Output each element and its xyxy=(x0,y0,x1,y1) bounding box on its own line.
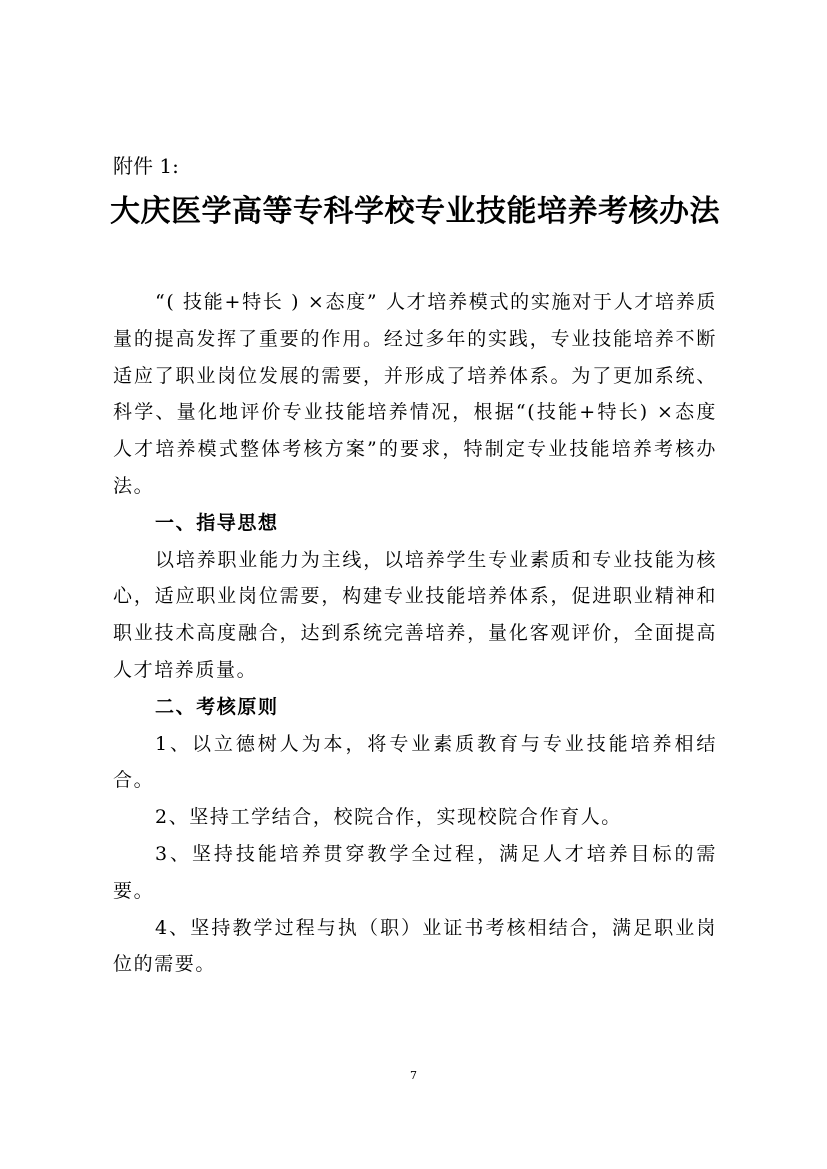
section-heading-assessment-principles: 二、考核原则 xyxy=(155,695,279,718)
principle-item: 1、以立德树人为本，将专业素质教育与专业技能培养相结合。 xyxy=(113,732,717,792)
principle-item: 2、坚持工学结合，校院合作，实现校院合作育人。 xyxy=(155,806,622,829)
intro-paragraph: “( 技能+特长 ) ×态度” 人才培养模式的实施对于人才培养质量的提高发挥了重要的作用。经过多年的实践，专业技能培养不断适应了职业岗位发展的需要，并形成了培养体系。为了更加系统、科学、量化地评价专业技能培养情况，根据“(技能+特长) ×态度人才培养模式整体考核方案”的要求，特制定专业技能培养考核办法。 xyxy=(113,291,717,497)
document-body xyxy=(113,260,717,983)
page-number: 7 xyxy=(410,1069,417,1082)
attachment-label: 附件 1: xyxy=(113,154,179,178)
section-heading-guiding-ideology: 一、指导思想 xyxy=(155,511,279,534)
principle-item: 3、坚持技能培养贯穿教学全过程，满足人才培养目标的需要。 xyxy=(113,842,717,902)
guiding-ideology-paragraph: 以培养职业能力为主线，以培养学生专业素质和专业技能为核心，适应职业岗位需要，构建专业技能培养体系，促进职业精神和职业技术高度融合，达到系统完善培养，量化客观评价，全面提高人才培养质量。 xyxy=(113,548,717,681)
principle-item: 4、坚持教学过程与执（职）业证书考核相结合，满足职业岗位的需要。 xyxy=(113,916,717,976)
document-title: 大庆医学高等专科学校专业技能培养考核办法 xyxy=(110,194,720,229)
